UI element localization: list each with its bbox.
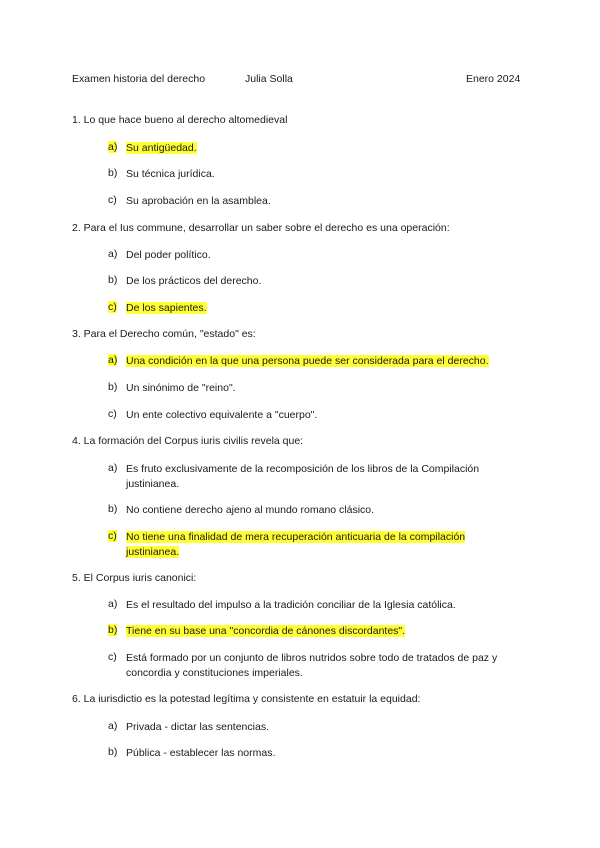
option-text: Un sinónimo de "reino". (126, 382, 236, 394)
option-text: De los prácticos del derecho. (126, 275, 262, 287)
option-label: c) (108, 408, 117, 420)
option-text: Está formado por un conjunto de libros nutridos sobre todo de tratados de paz y (126, 652, 498, 664)
option-label: b) (108, 167, 118, 179)
option-text: Es el resultado del impulso a la tradición conciliar de la Iglesia católica. (126, 599, 456, 611)
option-text-cont: justinianea. (126, 478, 180, 490)
option-label: b) (108, 274, 118, 286)
option-label: a) (108, 248, 118, 260)
question-1: 1. Lo que hace bueno al derecho altomedieval (72, 114, 288, 126)
option-label: c) (108, 530, 117, 542)
option-text: Tiene en su base una "concordia de cánones discordantes". (126, 625, 406, 637)
option-text: Privada - dictar las sentencias. (126, 721, 269, 733)
question-4: 4. La formación del Corpus iuris civilis revela que: (72, 435, 304, 447)
option-text: No tiene una finalidad de mera recuperación anticuaria de la compilación (126, 531, 466, 543)
option-text: De los sapientes. (126, 302, 207, 314)
option-label: b) (108, 624, 118, 636)
question-3: 3. Para el Derecho común, "estado" es: (72, 328, 256, 340)
option-label: a) (108, 354, 118, 366)
option-text: Su aprobación en la asamblea. (126, 195, 271, 207)
author-name: Julia Solla (245, 73, 293, 85)
option-text: Una condición en la que una persona puede ser considerada para el derecho. (126, 355, 489, 367)
option-label: c) (108, 301, 117, 313)
option-text-cont: justinianea. (126, 546, 180, 558)
option-text: Del poder político. (126, 249, 211, 261)
option-label: b) (108, 746, 118, 758)
exam-title: Examen historia del derecho (72, 73, 206, 85)
option-label: a) (108, 720, 118, 732)
question-6: 6. La iurisdictio es la potestad legítima y consistente en estatuir la equidad: (72, 693, 421, 705)
option-text: Pública - establecer las normas. (126, 747, 276, 759)
exam-date: Enero 2024 (466, 73, 521, 85)
option-label: c) (108, 194, 117, 206)
option-label: b) (108, 503, 118, 515)
option-label: a) (108, 141, 118, 153)
option-label: a) (108, 598, 118, 610)
option-text: Es fruto exclusivamente de la recomposición de los libros de la Compilación (126, 463, 480, 475)
option-label: c) (108, 651, 117, 663)
option-text: No contiene derecho ajeno al mundo romano clásico. (126, 504, 375, 516)
option-text-cont: concordia y constituciones imperiales. (126, 667, 303, 679)
option-label: b) (108, 381, 118, 393)
option-text: Un ente colectivo equivalente a "cuerpo". (126, 409, 318, 421)
option-text: Su antigüedad. (126, 142, 197, 154)
question-5: 5. El Corpus iuris canonici: (72, 572, 197, 584)
question-2: 2. Para el Ius commune, desarrollar un saber sobre el derecho es una operación: (72, 222, 450, 234)
option-label: a) (108, 462, 118, 474)
option-text: Su técnica jurídica. (126, 168, 215, 180)
